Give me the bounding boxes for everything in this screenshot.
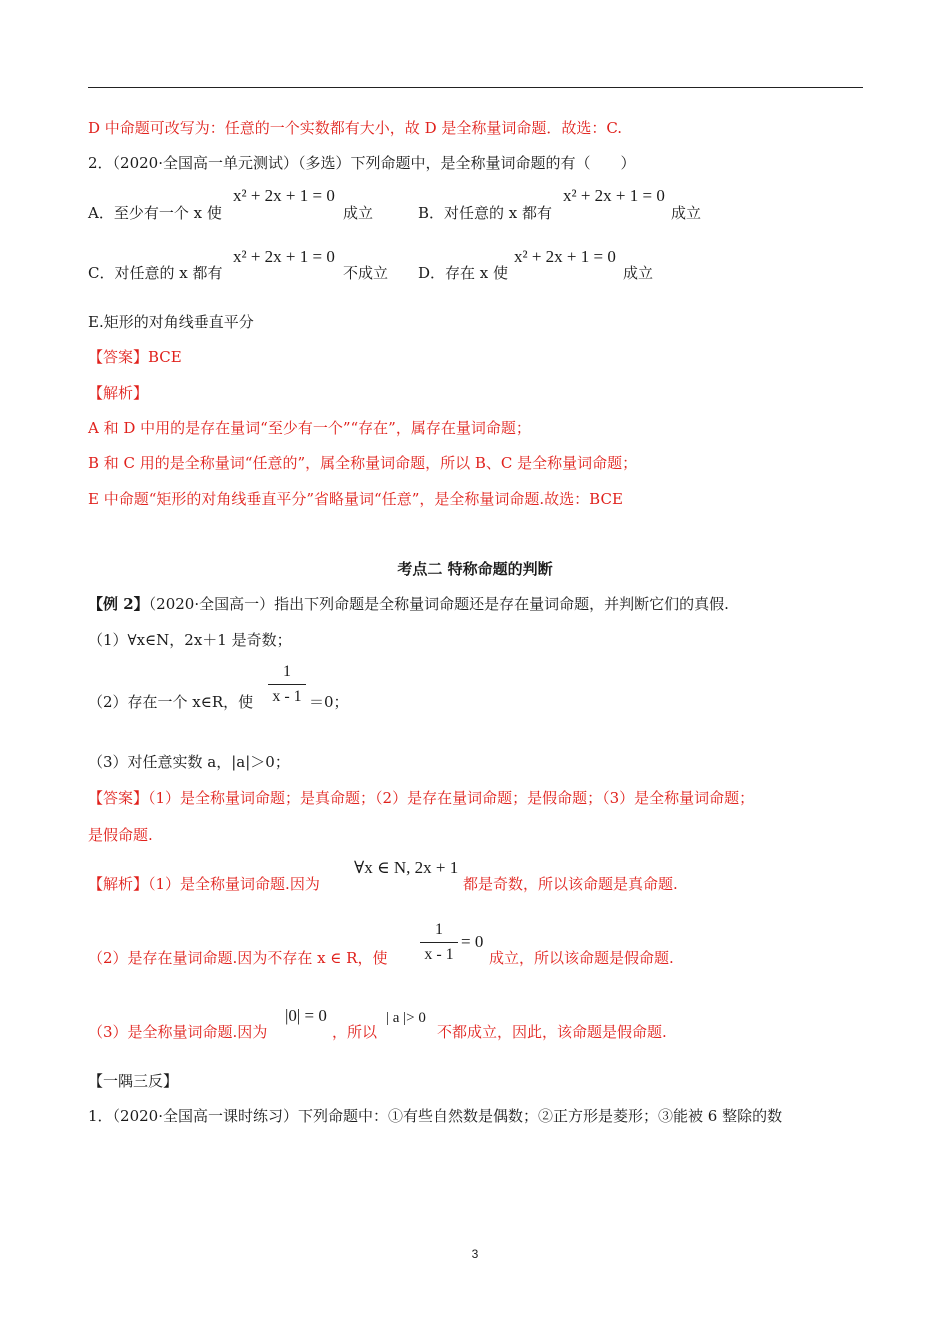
- q2-opt-d-post: 成立: [623, 264, 654, 282]
- q2-analysis-1: A 和 D 中用的是存在量词“至少有一个”“存在”，属存在量词命题；: [88, 419, 531, 437]
- example2-analysis-3-math-2: | a |> 0: [386, 1010, 426, 1026]
- q2-opt-a-post: 成立: [343, 204, 374, 222]
- q2-opt-e: E.矩形的对角线垂直平分: [88, 313, 254, 331]
- example2-item-2-pre: （2）存在一个 x∈R，使: [88, 693, 254, 711]
- fraction-denominator: x - 1: [424, 946, 454, 963]
- q2-opt-c-pre: C．对任意的 x 都有: [88, 264, 223, 282]
- q2-stem: 2．（2020·全国高一单元测试）（多选）下列命题中，是全称量词命题的有（ ）: [88, 154, 636, 172]
- fraction-bar: [420, 942, 458, 943]
- example2-answer-line-2: 是假命题.: [88, 826, 153, 844]
- example2-analysis-1-math: ∀x ∈ N, 2x + 1: [354, 858, 459, 877]
- example2-analysis-1-post: 都是奇数，所以该命题是真命题.: [463, 875, 678, 893]
- example2-analysis-1-pre: 【解析】（1）是全称量词命题.因为: [88, 875, 320, 893]
- q2-analysis-label: 【解析】: [88, 384, 149, 402]
- q2-opt-d-pre: D．存在 x 使: [418, 264, 509, 282]
- example2-answer-line-1: 【答案】（1）是全称量词命题；是真命题；（2）是存在量词命题；是假命题；（3）是全称量词命题；: [88, 789, 755, 807]
- example2-item-2-fraction: [268, 662, 306, 707]
- q2-opt-b-pre: B．对任意的 x 都有: [418, 204, 553, 222]
- q2-opt-b-post: 成立: [671, 204, 702, 222]
- page-number: 3: [471, 1247, 479, 1261]
- example2-item-2-post: ＝0；: [309, 693, 349, 711]
- q2-opt-b-equation: x² + 2x + 1 = 0: [563, 186, 665, 205]
- fraction-numerator: 1: [435, 921, 443, 938]
- q2-analysis-2: B 和 C 用的是全称量词“任意的”，属全称量词命题，所以 B、C 是全称量词命题；: [88, 454, 638, 472]
- q2-analysis-3: E 中命题“矩形的对角线垂直平分”省略量词“任意”，是全称量词命题.故选：BCE: [88, 490, 623, 508]
- example2-label: 【例 2】: [88, 595, 149, 613]
- q2-opt-c-equation: x² + 2x + 1 = 0: [233, 247, 335, 266]
- example2-stem: （2020·全国高一）指出下列命题是全称量词命题还是存在量词命题，并判断它们的真假.: [148, 595, 729, 613]
- practice-label: 【一隅三反】: [88, 1072, 179, 1090]
- example2-item-1: （1）∀x∈N，2x＋1 是奇数；: [88, 631, 292, 649]
- fraction-numerator: 1: [283, 663, 291, 680]
- q2-answer: 【答案】BCE: [88, 348, 182, 366]
- example2-analysis-2-fraction: [420, 920, 458, 965]
- fraction-denominator: x - 1: [272, 688, 302, 705]
- q2-opt-c-post: 不成立: [343, 264, 389, 282]
- q2-opt-a-equation: x² + 2x + 1 = 0: [233, 186, 335, 205]
- top-answer-line: D 中命题可改写为：任意的一个实数都有大小，故 D 是全称量词命题．故选：C.: [88, 119, 623, 137]
- example2-analysis-3-math-1: |0| = 0: [285, 1006, 327, 1025]
- example2-analysis-2-pre: （2）是存在量词命题.因为不存在 x ∈ R，使: [88, 949, 388, 967]
- q2-opt-a-pre: A．至少有一个 x 使: [88, 204, 222, 222]
- fraction-bar: [268, 684, 306, 685]
- example2-analysis-2-post: 成立，所以该命题是假命题.: [489, 949, 674, 967]
- section-title: 考点二 特称命题的判断: [397, 560, 553, 578]
- example2-analysis-3-post: 不都成立，因此，该命题是假命题.: [437, 1023, 667, 1041]
- example2-analysis-3-mid: ，所以: [332, 1023, 378, 1041]
- example2-stem-line: [88, 594, 729, 614]
- example2-analysis-2-eq: = 0: [461, 932, 484, 951]
- q2-opt-d-equation: x² + 2x + 1 = 0: [514, 247, 616, 266]
- header-rule: [88, 87, 863, 88]
- example2-analysis-3-pre: （3）是全称量词命题.因为: [88, 1023, 268, 1041]
- practice-item-1: 1．（2020·全国高一课时练习）下列命题中：①有些自然数是偶数；②正方形是菱形；③能被 6 整除的数: [88, 1107, 783, 1125]
- example2-item-3: （3）对任意实数 a，|a|＞0；: [88, 753, 290, 771]
